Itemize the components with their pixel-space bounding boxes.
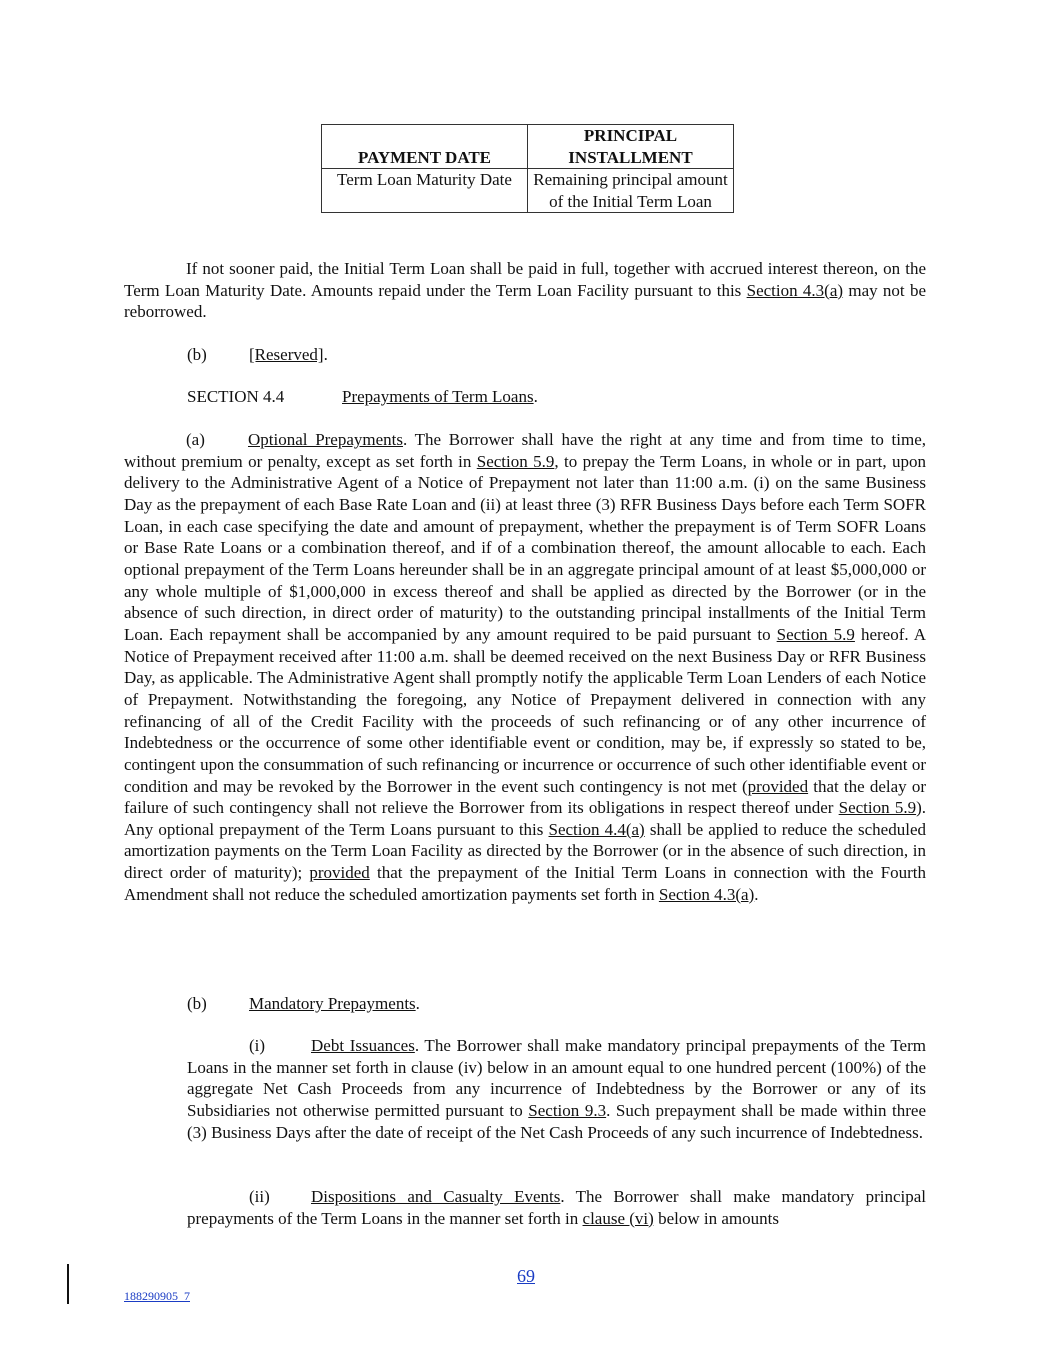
page-number[interactable]: 69 bbox=[517, 1266, 535, 1286]
debt-issuances-heading: Debt Issuances bbox=[311, 1036, 415, 1055]
clause-label: (ii) bbox=[249, 1187, 270, 1206]
maturity-paragraph: If not sooner paid, the Initial Term Loan shall be paid in full, together with accrued interest thereon, on the Term Loan Maturity Date. Amounts repaid under the Term Loan Facility pursuant to this Section 4.3(a) may not be reborrowed. bbox=[124, 259, 926, 322]
section-ref-link[interactable]: Section 5.9 bbox=[838, 798, 917, 818]
clause-label: (i) bbox=[249, 1036, 266, 1055]
debt-issuances-paragraph: (i) Debt Issuances. The Borrower shall make mandatory principal prepayments of the Term Loans in the manner set forth in clause (iv) below in an amount equal to one hundred percent (100%) of the aggregate Net Cash Proceeds from any incurrence of Indebtedness by the Borrower or any of its Subsidiaries not otherwise permitted pursuant to Section 9.3. Such prepayment shall be made within three (3) Business Days after the date of receipt of the Net Cash Proceeds of any such incurrence of Indebtedness. bbox=[187, 1036, 926, 1142]
reserved-heading: [Reserved] bbox=[249, 345, 324, 364]
section-ref-link[interactable]: Section 4.4(a) bbox=[548, 819, 645, 839]
section-ref-link[interactable]: Section 9.3 bbox=[528, 1100, 607, 1120]
dispositions-heading: Dispositions and Casualty Events bbox=[311, 1187, 561, 1206]
clause-ref-link[interactable]: clause (vi) bbox=[582, 1208, 654, 1228]
reserved-clause: (b) [Reserved]. bbox=[187, 345, 328, 364]
provided-term: provided bbox=[309, 863, 370, 883]
dispositions-paragraph: (ii) Dispositions and Casualty Events. The Borrower shall make mandatory principal prepayments of the Term Loans in the manner set forth in clause (vi) below in amounts bbox=[187, 1187, 926, 1228]
section-ref-link[interactable]: Section 5.9 bbox=[476, 451, 555, 471]
header-principal-installment: PRINCIPAL INSTALLMENT bbox=[528, 125, 734, 169]
document-id[interactable]: 188290905_7 bbox=[124, 1289, 190, 1303]
table-header-row bbox=[322, 125, 734, 169]
section-ref-link[interactable]: Section 4.3(a) bbox=[658, 884, 755, 904]
section-number: SECTION 4.4 bbox=[187, 387, 285, 406]
clause-label: (b) bbox=[187, 345, 207, 364]
provided-term: provided bbox=[747, 776, 809, 796]
optional-prepayments-paragraph: (a) Optional Prepayments. The Borrower shall have the right at any time and from time to time, without premium or penalty, except as set forth in Section 5.9, to prepay the Term Loans, in whole or in part, upon delivery to the Administrative Agent of a Notice of Prepayment not later than 11:00 a.m. (i) on the same Business Day as the prepayment of each Base Rate Loan and (ii) at least three (3) RFR Business Days before each Term SOFR Loan, in each case specifying the date and amount of prepayment, whether the prepayment is of Term SOFR Loans or Base Rate Loans or a combination thereof, and if of a combination thereof, the amount allocable to each. Each optional prepayment of the Term Loans hereunder shall be in an aggregate principal amount of at least $5,000,000 or any whole multiple of $1,000,000 in excess thereof and shall be applied as directed by the Borrower (or in the absence of such direction, in direct order of maturity) to the outstanding principal installments of the Initial Term Loan. Each repayment shall be accompanied by any amount required to be paid pursuant to Section 5.9 hereof. A Notice of Prepayment received after 11:00 a.m. shall be deemed received on the next Business Day or RFR Business Day, as applicable. The Administrative Agent shall promptly notify the applicable Term Loan Lenders of each Notice of Prepayment. Notwithstanding the foregoing, any Notice of Prepayment delivered in connection with any refinancing of all of the Credit Facility with the proceeds of such refinancing or of any other incurrence of Indebtedness or the occurrence of some other identifiable event or condition, may be, if expressly so stated to be, contingent upon the consummation of such refinancing or incurrence or occurrence of such other identifiable event or condition and may be revoked by the Borrower in the event such contingency is not met (provided that the delay or failure of such contingency shall not relieve the Borrower from its obligations in respect thereof under Section 5.9). Any optional prepayment of the Term Loans pursuant to this Section 4.4(a) shall be applied to reduce the scheduled amortization payments on the Term Loan Facility as directed by the Borrower (or in the absence of such direction, in direct order of maturity); provided that the prepayment of the Initial Term Loans in connection with the Fourth Amendment shall not reduce the scheduled amortization payments set forth in Section 4.3(a). bbox=[124, 430, 926, 904]
section-heading: SECTION 4.4 Prepayments of Term Loans. bbox=[187, 387, 538, 406]
optional-prepayments-heading: Optional Prepayments bbox=[248, 430, 404, 449]
section-title: Prepayments of Term Loans bbox=[342, 387, 534, 406]
cell-principal-installment: Remaining principal amount of the Initial Term Loan bbox=[528, 169, 734, 213]
cell-payment-date: Term Loan Maturity Date bbox=[322, 169, 528, 213]
section-ref-link[interactable]: Section 4.3(a) bbox=[746, 280, 844, 300]
clause-label: (a) bbox=[186, 430, 205, 449]
revision-margin-bar bbox=[67, 1264, 69, 1304]
mandatory-prepayments-heading: Mandatory Prepayments bbox=[249, 994, 416, 1013]
clause-label: (b) bbox=[187, 994, 207, 1013]
section-ref-link[interactable]: Section 5.9 bbox=[776, 624, 855, 644]
header-payment-date: PAYMENT DATE bbox=[322, 125, 528, 169]
table-row bbox=[322, 169, 734, 213]
payment-schedule-table bbox=[321, 124, 734, 213]
mandatory-prepayments-clause: (b) Mandatory Prepayments. bbox=[187, 994, 420, 1013]
